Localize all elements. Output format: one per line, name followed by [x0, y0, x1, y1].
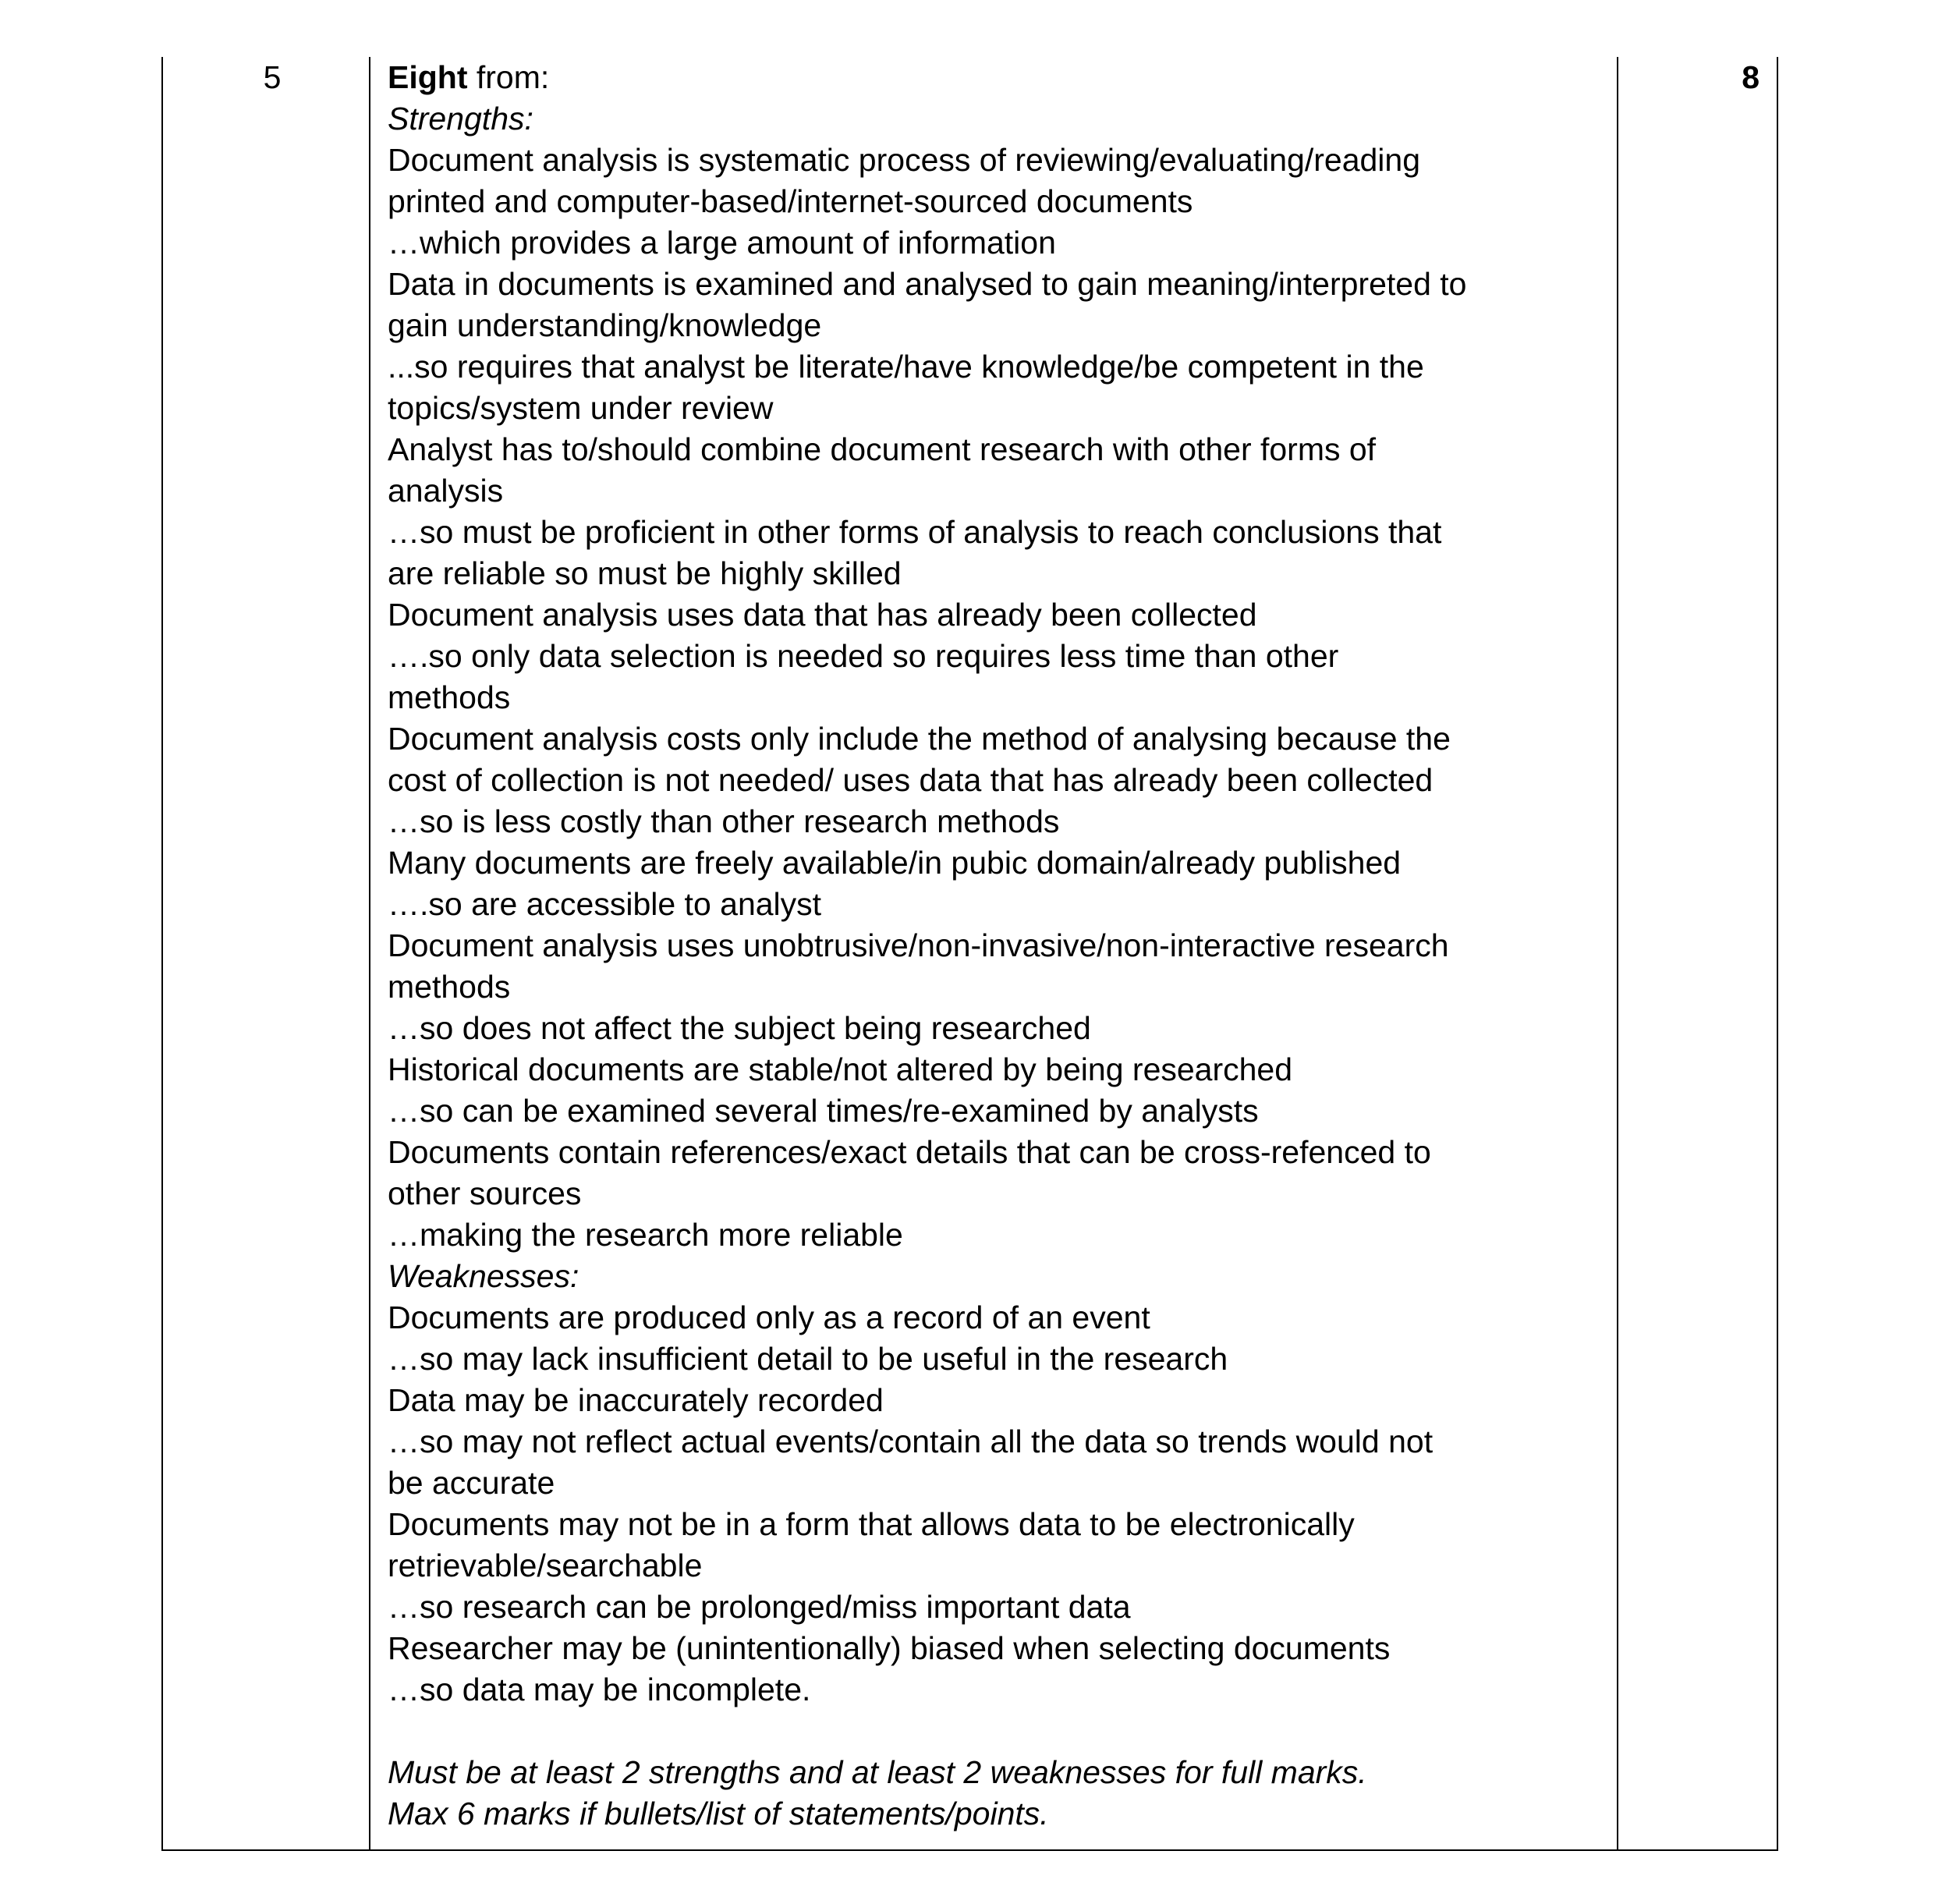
- column-divider-left: [369, 57, 370, 1849]
- strength-line: are reliable so must be highly skilled: [388, 555, 902, 591]
- weakness-line: Documents may not be in a form that allows data to be electronically: [388, 1506, 1355, 1542]
- strength-line: methods: [388, 679, 511, 715]
- answer-intro: [388, 57, 1604, 98]
- weaknesses-list: [388, 1297, 1604, 1711]
- notes-list: [388, 1752, 1604, 1835]
- weakness-line: Researcher may be (unintentionally) biased when selecting documents: [388, 1630, 1391, 1666]
- question-number: 5: [263, 59, 282, 95]
- answer-cell: [388, 57, 1604, 1835]
- marks-value: 8: [1742, 59, 1760, 95]
- strength-line: …so must be proficient in other forms of analysis to reach conclusions that: [388, 514, 1442, 550]
- strength-line: analysis: [388, 473, 504, 509]
- strength-line: Documents contain references/exact details that can be cross-refenced to: [388, 1134, 1431, 1170]
- strength-line: Many documents are freely available/in pubic domain/already published: [388, 845, 1402, 881]
- marking-note: Max 6 marks if bullets/list of statements/points.: [388, 1796, 1049, 1831]
- strength-line: Document analysis costs only include the method of analysing because the: [388, 721, 1451, 757]
- strength-line: …so can be examined several times/re-examined by analysts: [388, 1093, 1259, 1129]
- weakness-line: retrievable/searchable: [388, 1548, 703, 1583]
- strength-line: methods: [388, 969, 511, 1005]
- strength-line: gain understanding/knowledge: [388, 307, 822, 343]
- marking-note: Must be at least 2 strengths and at least 2 weaknesses for full marks.: [388, 1754, 1367, 1790]
- strength-line: ….so only data selection is needed so requires less time than other: [388, 638, 1339, 674]
- weakness-line: …so may not reflect actual events/contain all the data so trends would not: [388, 1424, 1434, 1459]
- strength-line: Historical documents are stable/not altered by being researched: [388, 1051, 1293, 1087]
- mark-scheme-table: [161, 57, 1778, 1851]
- strength-line: ….so are accessible to analyst: [388, 886, 822, 922]
- intro-bold: Eight: [388, 59, 468, 95]
- strength-line: Document analysis uses unobtrusive/non-invasive/non-interactive research: [388, 927, 1449, 963]
- weakness-line: Data may be inaccurately recorded: [388, 1382, 884, 1418]
- strength-line: printed and computer-based/internet-sourced documents: [388, 183, 1193, 219]
- intro-rest: from:: [467, 59, 550, 95]
- strengths-heading: Strengths:: [388, 101, 533, 137]
- strength-line: other sources: [388, 1175, 582, 1211]
- strength-line: topics/system under review: [388, 390, 774, 426]
- strength-line: Document analysis uses data that has already been collected: [388, 597, 1257, 633]
- strength-line: Data in documents is examined and analysed to gain meaning/interpreted to: [388, 266, 1467, 302]
- strength-line: …so is less costly than other research methods: [388, 803, 1060, 839]
- weakness-line: be accurate: [388, 1465, 555, 1501]
- strength-line: ...so requires that analyst be literate/have knowledge/be competent in the: [388, 349, 1424, 385]
- column-divider-right: [1617, 57, 1618, 1849]
- strength-line: Analyst has to/should combine document research with other forms of: [388, 431, 1377, 467]
- strength-line: …making the research more reliable: [388, 1217, 903, 1253]
- strength-line: …so does not affect the subject being researched: [388, 1010, 1091, 1046]
- weakness-line: …so research can be prolonged/miss important data: [388, 1589, 1131, 1625]
- strengths-list: [388, 140, 1604, 1256]
- strength-line: …which provides a large amount of information: [388, 225, 1056, 261]
- strength-line: Document analysis is systematic process of reviewing/evaluating/reading: [388, 142, 1421, 178]
- weaknesses-heading: Weaknesses:: [388, 1258, 579, 1294]
- weakness-line: Documents are produced only as a record of an event: [388, 1299, 1150, 1335]
- blank-line: [388, 1711, 1604, 1752]
- weakness-line: …so may lack insufficient detail to be useful in the research: [388, 1341, 1228, 1377]
- weakness-line: …so data may be incomplete.: [388, 1672, 811, 1707]
- strength-line: cost of collection is not needed/ uses data that has already been collected: [388, 762, 1434, 798]
